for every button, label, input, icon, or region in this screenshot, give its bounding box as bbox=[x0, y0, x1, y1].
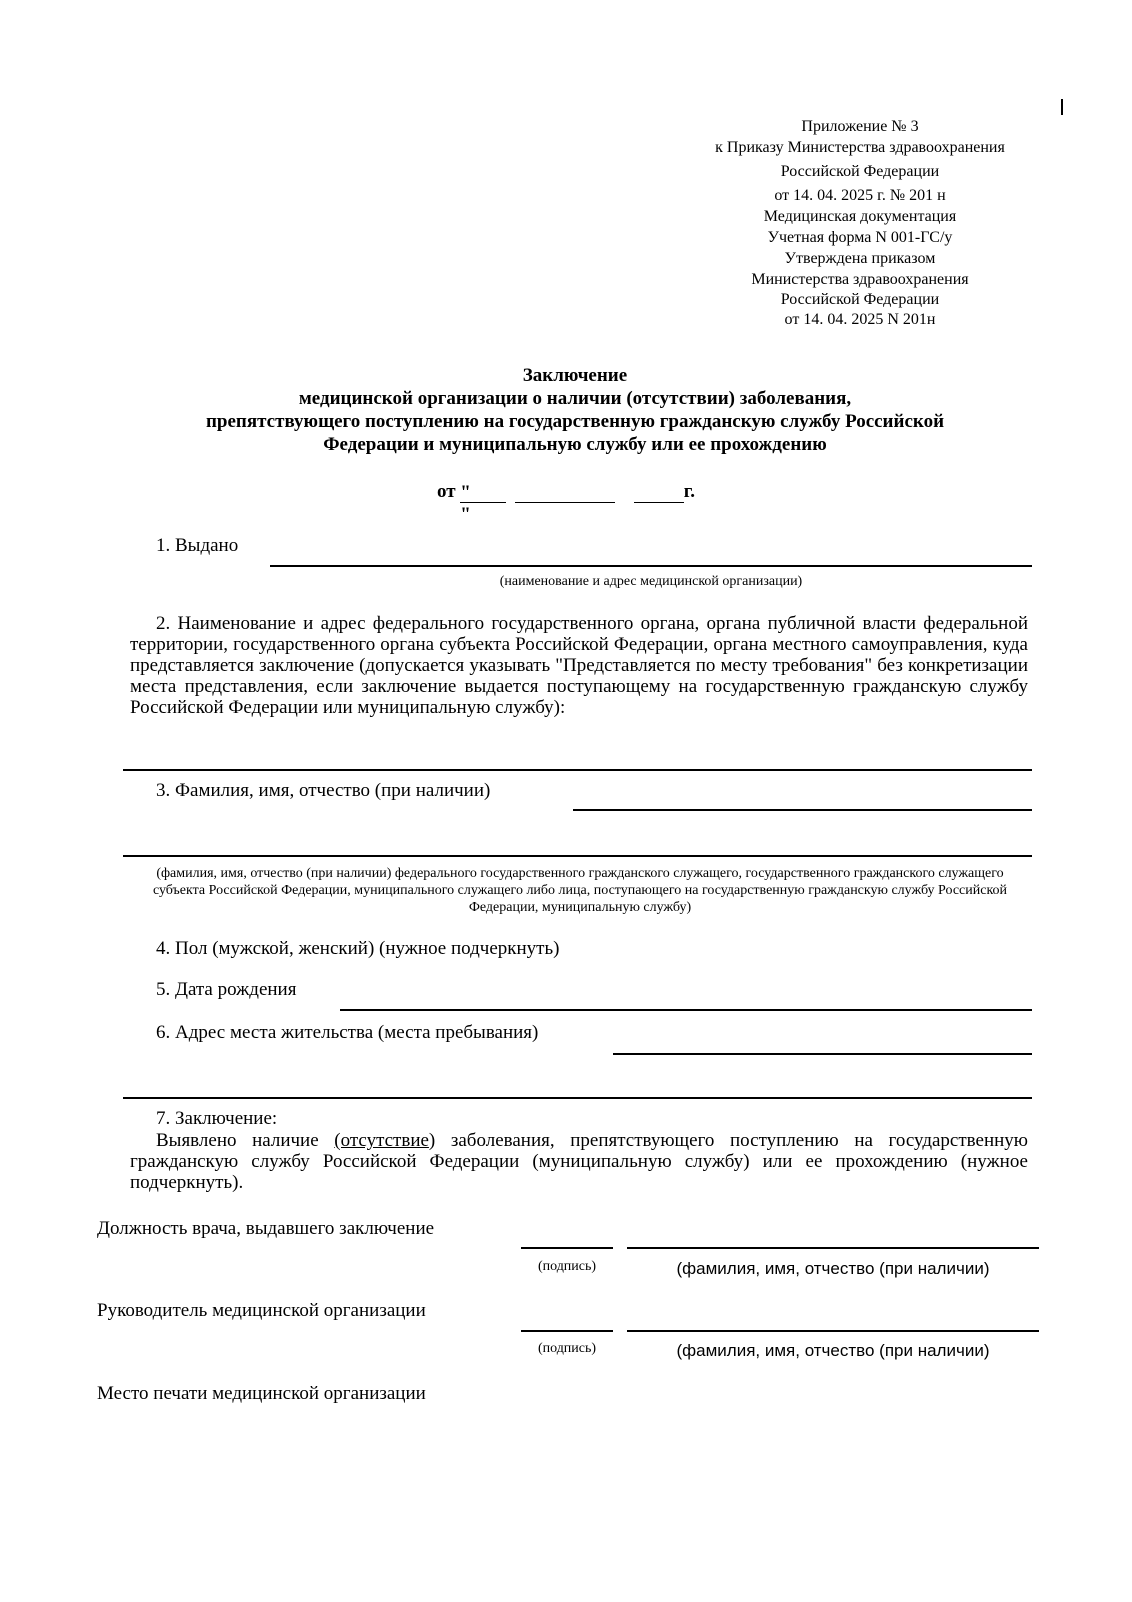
issue-date-line bbox=[0, 481, 1132, 525]
title-line: Заключение bbox=[522, 365, 628, 386]
doctor-signature-caption: (подпись) bbox=[537, 1259, 597, 1274]
year-field[interactable] bbox=[634, 482, 684, 503]
address-field-line2[interactable] bbox=[123, 1097, 1032, 1099]
full-name-field[interactable] bbox=[573, 809, 1032, 811]
full-name-caption: (фамилия, имя, отчество (при наличии) федерального государственного гражданского служащего, государственного гражданского служащего субъекта Российской Федерации, муниципального служащего либо лица, поступающего на государственную гражданскую службу Российской Федерации, муниципальную службу) bbox=[152, 866, 1008, 915]
head-name-caption: (фамилия, имя, отчество (при наличии) bbox=[676, 1341, 990, 1360]
issued-by-field[interactable] bbox=[270, 565, 1032, 567]
title-line: препятствующего поступлению на государственную гражданскую службу Российской bbox=[205, 411, 945, 432]
document-title bbox=[110, 364, 1040, 456]
header-line: Российской Федерации bbox=[780, 291, 940, 308]
doctor-signature-field[interactable] bbox=[521, 1247, 613, 1249]
issued-label: 1. Выдано bbox=[156, 535, 239, 556]
year-suffix: г. bbox=[683, 481, 696, 502]
address-field[interactable] bbox=[613, 1053, 1032, 1055]
conclusion-rest: ) заболевания, препятствующего поступлению на государственную гражданскую службу Российской Федерации (муниципальную службу) или ее прохождению (нужное подчеркнуть). bbox=[130, 1130, 1028, 1193]
date-prefix: от bbox=[436, 481, 456, 502]
birth-date-field[interactable] bbox=[340, 1009, 1032, 1011]
header-line: Приложение № 3 bbox=[801, 118, 919, 135]
head-label: Руководитель медицинской организации bbox=[97, 1300, 426, 1321]
title-line: медицинской организации о наличии (отсутствии) заболевания, bbox=[298, 388, 852, 409]
day-field[interactable] bbox=[460, 482, 506, 525]
recipient-organ-text bbox=[130, 613, 1028, 718]
address-label: 6. Адрес места жительства (места пребывания) bbox=[156, 1022, 539, 1043]
sex-male-option[interactable]: 4. Пол (мужской bbox=[156, 938, 289, 959]
header-line: Учетная форма N 001-ГС/у bbox=[767, 229, 953, 246]
header-line: Медицинская документация bbox=[763, 208, 957, 225]
doctor-name-field[interactable] bbox=[627, 1247, 1039, 1249]
quote-close: " bbox=[460, 504, 471, 525]
full-name-field-line2[interactable] bbox=[123, 855, 1032, 857]
head-name-field[interactable] bbox=[627, 1330, 1039, 1332]
doctor-name-caption: (фамилия, имя, отчество (при наличии) bbox=[676, 1259, 990, 1278]
header-line: к Приказу Министерства здравоохранения bbox=[715, 139, 1005, 156]
birth-date-label: 5. Дата рождения bbox=[156, 979, 297, 1000]
month-field[interactable] bbox=[515, 482, 615, 503]
header-line: от 14. 04. 2025 N 201н bbox=[784, 311, 936, 328]
sex-female-option[interactable]: женский) (нужное подчеркнуть) bbox=[293, 938, 560, 959]
quote-open: " bbox=[460, 482, 471, 503]
conclusion-presence: Выявлено наличие bbox=[156, 1130, 335, 1151]
head-signature-caption: (подпись) bbox=[537, 1341, 597, 1356]
title-line: Федерации и муниципальную службу или ее прохождению bbox=[323, 434, 827, 455]
recipient-organ-paragraph: 2. Наименование и адрес федерального государственного органа, органа публичной власти федеральной территории, государственного органа субъекта Российской Федерации, органа местного самоуправления, куда представляется заключение (допускается указывать "Представляется по месту требования" без конкретизации места представления, если заключение выдается поступающему на государственную гражданскую службу Российской Федерации или муниципальную службу): bbox=[130, 613, 1028, 718]
approval-header bbox=[690, 116, 1030, 331]
header-line: от 14. 04. 2025 г. № 201 н bbox=[774, 187, 946, 204]
conclusion-absence-option[interactable]: (отсутствие bbox=[334, 1130, 429, 1151]
header-line: Министерства здравоохранения bbox=[751, 271, 969, 288]
header-line: Утверждена приказом bbox=[784, 250, 936, 267]
conclusion-label: 7. Заключение: bbox=[156, 1108, 278, 1129]
head-signature-field[interactable] bbox=[521, 1330, 613, 1332]
recipient-organ-field[interactable] bbox=[123, 769, 1032, 771]
sex-separator: , bbox=[288, 938, 294, 959]
sex-label bbox=[156, 937, 559, 960]
text-cursor bbox=[1061, 99, 1063, 115]
conclusion-text bbox=[130, 1130, 1028, 1193]
conclusion-paragraph bbox=[130, 1130, 1028, 1193]
header-line: Российской Федерации bbox=[780, 163, 940, 180]
stamp-label: Место печати медицинской организации bbox=[97, 1383, 426, 1404]
issued-caption: (наименование и адрес медицинской организации) bbox=[499, 574, 803, 589]
doctor-position-label: Должность врача, выдавшего заключение bbox=[97, 1218, 435, 1239]
full-name-label: 3. Фамилия, имя, отчество (при наличии) bbox=[156, 780, 491, 801]
